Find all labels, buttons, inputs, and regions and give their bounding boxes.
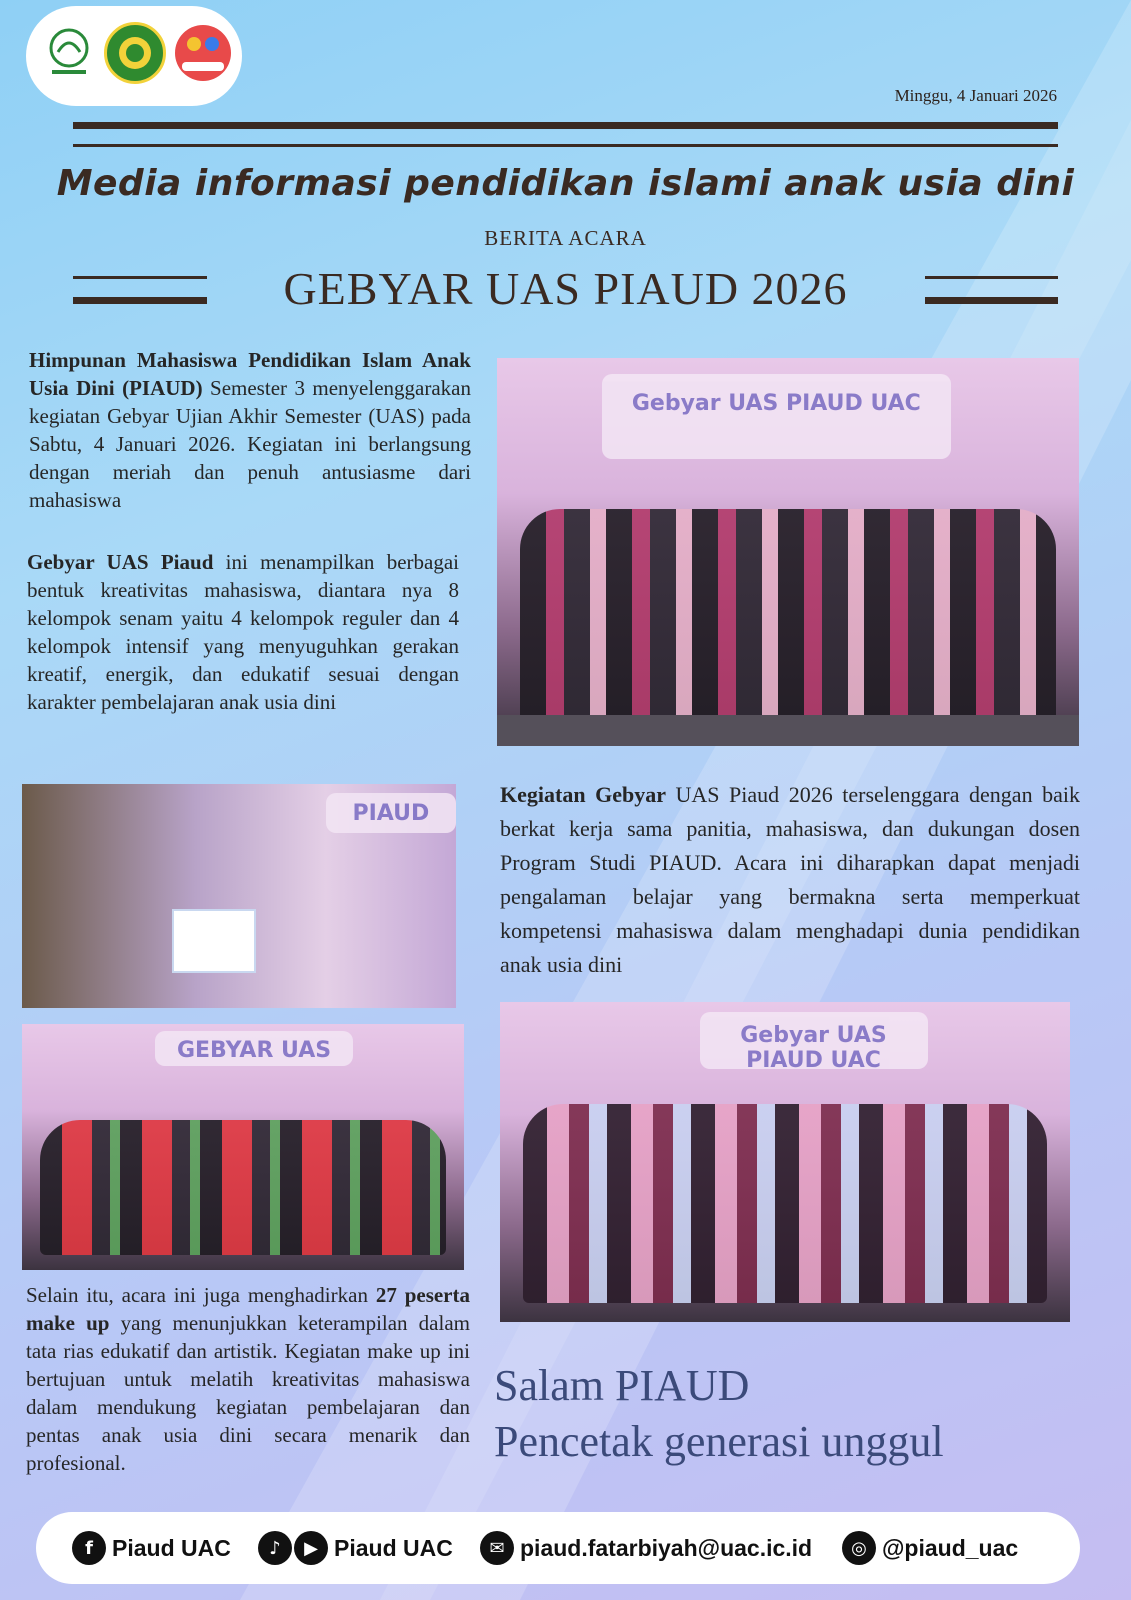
facebook-link[interactable] [72,1530,231,1566]
facebook-icon: f [72,1531,106,1565]
email-label: piaud.fatarbiyah@uac.ic.id [520,1534,813,1561]
photo-2-banner-text: PIAUD [352,801,430,827]
photo-3-banner-text: GEBYAR UAS [176,1038,332,1064]
tiktok-icon: ♪ [258,1531,292,1565]
group-photo-3 [500,1002,1070,1322]
youtube-icon: ▶ [294,1531,328,1565]
article-paragraph-3 [500,778,1080,982]
issue-date: Minggu, 4 Januari 2026 [894,86,1057,105]
article-paragraph-1 [29,346,471,514]
top-rule-thin [73,144,1058,147]
certificate-icon [172,909,256,973]
closing-line-1: Salam PIAUD [494,1361,750,1410]
email-link[interactable] [480,1530,812,1566]
award-photo [22,784,456,1008]
paragraph-4-lead: 27 peserta make up [26,1283,470,1335]
headline: GEBYAR UAS PIAUD 2026 [283,263,848,314]
group-photo-2 [22,1024,464,1270]
page-title: Media informasi pendidikan islami anak usia dini [56,163,1075,204]
social-footer [36,1512,1080,1584]
instagram-link[interactable] [842,1530,1018,1566]
top-rule-thick [73,122,1058,129]
facebook-label: Piaud UAC [112,1534,231,1561]
paragraph-2-body: ini menampilkan berbagai bentuk kreativitas mahasiswa, diantara nya 8 kelompok senam yaitu 4 kelompok reguler dan 4 kelompok intensif yang menyuguhkan gerakan kreatif, energik, dan edukatif sesuai dengan karakter pembelajaran anak usia dini [27,550,460,714]
instagram-icon: ◎ [842,1531,876,1565]
paragraph-1-lead: Himpunan Mahasiswa Pendidikan Islam Anak Usia Dini (PIAUD) [29,348,471,400]
photo-1-banner-text: Gebyar UAS PIAUD UAC [631,390,921,416]
paragraph-1-body: Semester 3 menyelenggarakan kegiatan Gebyar Ujian Akhir Semester (UAS) pada Sabtu, 4 Januari 2026. Kegiatan ini berlangsung dengan meriah dan penuh antusiasme dari mahasiswa [29,376,471,512]
faculty-logo-icon [104,22,166,84]
paragraph-3-lead: Kegiatan Gebyar [500,782,666,807]
tiktok-youtube-link[interactable] [258,1530,453,1566]
email-icon: ✉ [480,1531,514,1565]
closing-line-2: Pencetak generasi unggul [494,1417,944,1466]
article-paragraph-4 [26,1281,470,1477]
himapiaud-logo-icon [172,22,234,84]
section-label: BERITA ACARA [484,226,647,250]
tiktok-youtube-label: Piaud UAC [334,1534,453,1561]
paragraph-2-lead: Gebyar UAS Piaud [27,550,214,574]
paragraph-3-body: UAS Piaud 2026 terselenggara dengan baik berkat kerja sama panitia, mahasiswa, dan dukungan dosen Program Studi PIAUD. Acara ini diharapkan dapat menjadi pengalaman belajar yang bermakna serta memperkuat kompetensi mahasiswa dalam menghadapi dunia pendidikan anak usia dini [500,782,1080,977]
instagram-label: @piaud_uac [882,1534,1019,1561]
headline-rule-right-2 [925,297,1058,304]
paragraph-4-body-a: Selain itu, acara ini juga menghadirkan [26,1283,376,1307]
group-photo-1 [497,358,1079,746]
paragraph-4-body-b: yang menunjukkan keterampilan dalam tata rias edukatif dan artistik. Kegiatan make up ini bertujuan untuk melatih kreativitas mahasiswa dalam mendukung kegiatan pembelajaran dan pentas anak usia dini secara menarik dan profesional. [26,1311,470,1475]
university-logo-icon [38,22,100,84]
headline-rule-right-1 [925,276,1058,279]
article-paragraph-2 [27,548,459,716]
photo-4-banner-text: Gebyar UAS PIAUD UAC [740,1023,887,1074]
